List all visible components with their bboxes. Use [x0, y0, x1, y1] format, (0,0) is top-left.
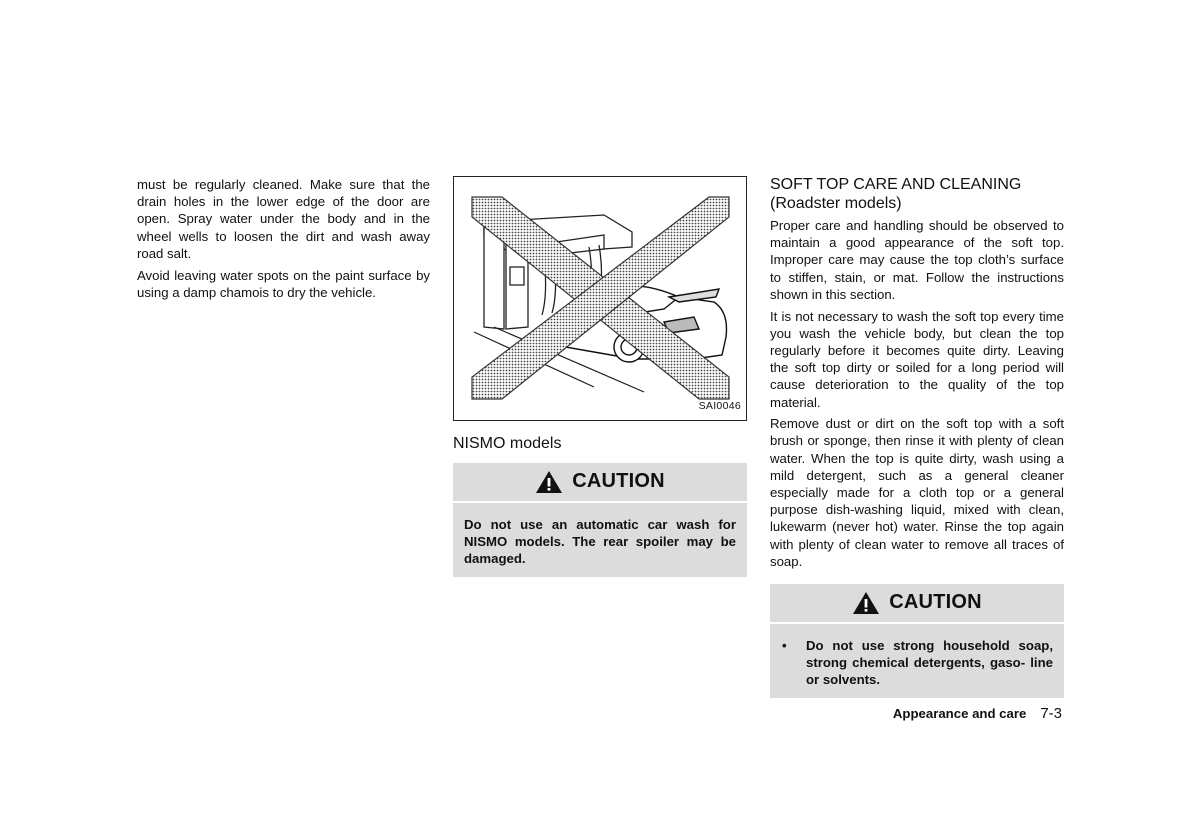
right-column	[770, 176, 1064, 698]
paragraph: Proper care and handling should be observed to maintain a good appearance of the soft top. Improper care may cause the top cloth’s surface to stiffen, stain, or mat. Follow the instructions shown in this section.	[770, 218, 1064, 302]
caution-text: Do not use an automatic car wash for NISMO models. The rear spoiler may be damaged.	[464, 517, 736, 567]
bullet-dot: •	[782, 638, 787, 654]
car-wash-prohibited-illustration	[454, 177, 746, 420]
page-footer	[770, 705, 1062, 722]
caution-bullet-item	[781, 637, 1053, 689]
paragraph: Remove dust or dirt on the soft top with a soft brush or sponge, then rinse it with plenty of clean water. When the top is quite dirty, wash using a mild detergent, such as a general cleaner especially made for a cloth top or a general purpose dish-washing liquid, mixed with clean, lukewarm (never hot) water. Rinse the top again with plenty of clean water to remove all traces of soap.	[770, 416, 1064, 569]
figure-id: SAI0046	[698, 399, 741, 412]
paragraph: It is not necessary to wash the soft top every time you wash the vehicle body, but clean the top regularly before it becomes quite dirty. Leaving the soft top dirty or soiled for a long period will cause deterioration to the quality of the top material.	[770, 308, 1064, 410]
caution-title: CAUTION	[572, 470, 665, 493]
caution-text: Do not use strong household soap, strong chemical detergents, gaso- line or solvents.	[806, 638, 1053, 688]
page-number: 7-3	[1040, 705, 1062, 722]
section-heading-subtitle: (Roadster models)	[770, 194, 902, 212]
caution-box	[453, 463, 747, 577]
section-heading	[770, 176, 1064, 213]
left-column	[137, 176, 430, 305]
caution-body	[770, 624, 1064, 698]
caution-title: CAUTION	[889, 591, 982, 614]
caution-box	[770, 584, 1064, 698]
warning-triangle-icon	[535, 470, 563, 494]
middle-column	[453, 176, 747, 577]
paragraph: Avoid leaving water spots on the paint surface by using a damp chamois to dry the vehicle.	[137, 267, 430, 300]
caution-body	[453, 503, 747, 577]
caution-header	[453, 463, 747, 503]
paragraph: must be regularly cleaned. Make sure that the drain holes in the lower edge of the door are open. Spray water under the body and in the wheel wells to loosen the dirt and wash away road salt.	[137, 177, 430, 261]
subheading: NISMO models	[453, 435, 562, 452]
caution-header	[770, 584, 1064, 624]
car-wash-figure	[453, 176, 747, 421]
warning-triangle-icon	[852, 591, 880, 615]
section-heading-title: SOFT TOP CARE AND CLEANING	[770, 176, 1022, 193]
footer-section-title: Appearance and care	[892, 706, 1027, 721]
